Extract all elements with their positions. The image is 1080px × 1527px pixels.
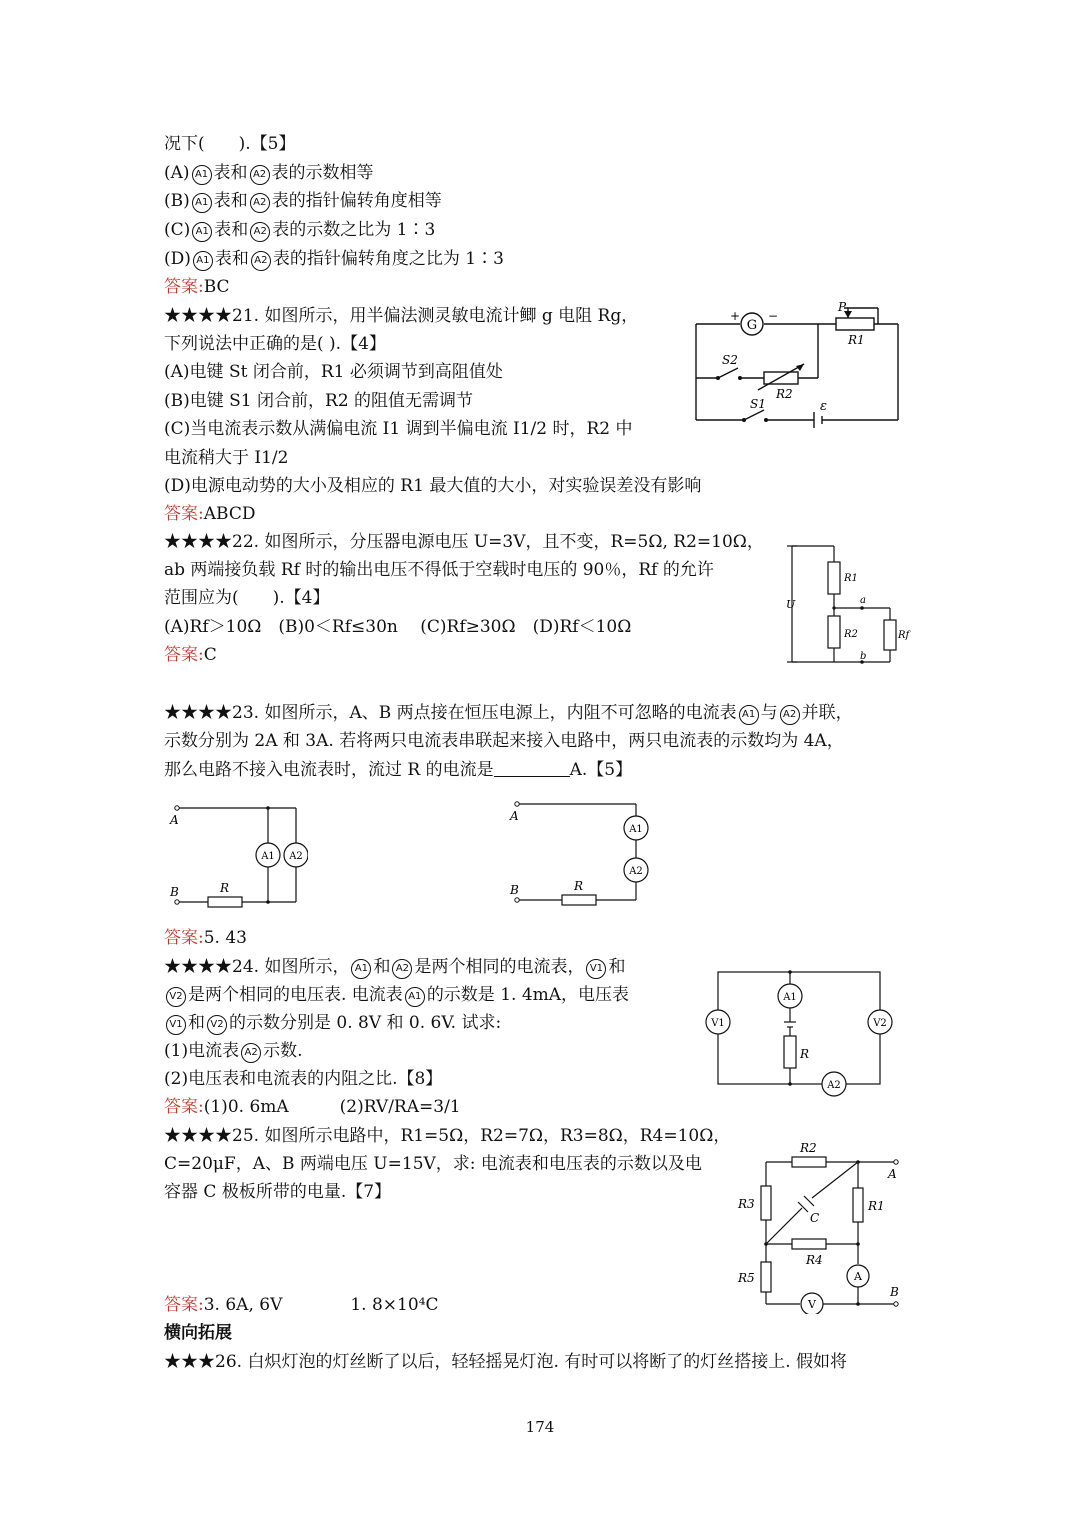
ammeter-a1-icon: A1 <box>739 705 759 725</box>
voltmeter-v2-icon: V2 <box>166 987 186 1007</box>
ammeter-a2-icon: A2 <box>780 705 800 725</box>
ammeter-a1-icon: A1 <box>192 165 212 185</box>
q24-circuit-diagram <box>704 966 899 1098</box>
ammeter-a1-label: A1 <box>261 851 275 862</box>
q20-option-c: (C) A1 表和 A2 表的示数之比为 1∶3 <box>164 220 436 240</box>
q25-stem-line2: C=20μF，A、B 两端电压 U=15V，求: 电流表和电压表的示数以及电 <box>164 1154 702 1174</box>
ammeter-a1-icon: A1 <box>192 222 212 242</box>
q23-parallel-diagram <box>168 800 308 910</box>
voltmeter-v2-icon: V2 <box>207 1015 227 1035</box>
q24-question-2: (2)电压表和电流表的内阻之比.【8】 <box>164 1069 443 1089</box>
q22-divider-diagram <box>782 540 922 668</box>
ammeter-a2-icon: A2 <box>251 251 271 271</box>
q23-stem-line1: ★★★★23. 如图所示，A、B 两点接在恒压电源上，内阻不可忽略的电流表 A1 与 A2 并联， <box>164 703 853 723</box>
voltmeter-v1-icon: V1 <box>166 1015 186 1035</box>
q22-stem-line2: ab 两端接负载 Rf 时的输出电压不得低于空载时电压的 90％，Rf 的允许 <box>164 560 714 580</box>
r2-label: R2 <box>844 629 858 640</box>
minus-terminal-label: − <box>768 309 779 323</box>
q24-answer: 答案:(1)0. 6mA (2)RV/RA=3/1 <box>164 1097 461 1117</box>
terminal-a-label: A <box>510 809 519 823</box>
r2-label: R2 <box>776 387 793 401</box>
q25-stem-line1: ★★★★25. 如图所示电路中，R1=5Ω，R2=7Ω，R3=8Ω，R4=10Ω， <box>164 1126 731 1146</box>
ammeter-a1-icon: A1 <box>193 251 213 271</box>
rf-label: Rf <box>898 630 910 641</box>
q20-option-b: (B) A1 表和 A2 表的指针偏转角度相等 <box>164 191 442 211</box>
r2-label: R2 <box>800 1141 817 1155</box>
q22-answer: 答案:C <box>164 645 217 665</box>
ammeter-a2-label: A2 <box>629 866 643 877</box>
answer-blank <box>494 760 570 777</box>
voltmeter-v2-label: V2 <box>873 1018 887 1029</box>
ammeter-a1-icon: A1 <box>192 193 212 213</box>
ammeter-a1-icon: A1 <box>405 987 425 1007</box>
terminal-a-label: A <box>888 1167 897 1181</box>
q21-option-a: (A)电键 St 闭合前，R1 必须调节到高阻值处 <box>164 362 503 382</box>
voltage-u-label: U <box>786 598 796 611</box>
q22-stem-line1: ★★★★22. 如图所示，分压器电源电压 U=3V，且不变，R=5Ω, R2=10Ω， <box>164 532 764 552</box>
ammeter-a2-label: A2 <box>289 851 303 862</box>
q20-option-d: (D) A1 表和 A2 表的指针偏转角度之比为 1∶3 <box>164 249 504 269</box>
s1-label: S1 <box>750 397 766 411</box>
q21-option-d: (D)电源电动势的大小及相应的 R1 最大值的大小，对实验误差没有影响 <box>164 476 702 496</box>
q24-question-1: (1)电流表 A2 示数. <box>164 1041 303 1061</box>
s2-label: S2 <box>722 353 738 367</box>
ammeter-a1-icon: A1 <box>351 959 371 979</box>
node-b-label: b <box>860 651 867 662</box>
ammeter-a2-label: A2 <box>827 1080 841 1091</box>
voltmeter-v1-icon: V1 <box>586 959 606 979</box>
q20-stem-tail: 况下( ).【5】 <box>164 134 296 154</box>
ammeter-a2-icon: A2 <box>250 222 270 242</box>
q24-stem-line2: V2 是两个相同的电压表. 电流表 A1 的示数是 1. 4mA，电压表 <box>164 984 629 1007</box>
q23-stem-line3: 那么电路不接入电流表时，流过 R 的电流是 A.【5】 <box>164 760 633 780</box>
ammeter-label: A <box>854 1270 862 1283</box>
q24-stem-line3: V1 和 V2 的示数分别是 0. 8V 和 0. 6V. 试求: <box>164 1012 501 1035</box>
galvanometer-label: G <box>746 318 758 333</box>
section-title: 横向拓展 <box>164 1323 232 1343</box>
ammeter-a2-icon: A2 <box>241 1043 261 1063</box>
q20-answer: 答案:BC <box>164 277 230 297</box>
r1-label: R1 <box>844 573 858 584</box>
q20-option-a: (A) A1 表和 A2 表的示数相等 <box>164 163 374 183</box>
ammeter-a2-icon: A2 <box>250 193 270 213</box>
ammeter-a1-label: A1 <box>629 824 643 835</box>
terminal-b-label: B <box>170 885 179 899</box>
resistor-r-label: R <box>220 881 230 895</box>
emf-label: ε <box>820 399 827 414</box>
node-a-label: a <box>860 595 866 606</box>
q21-option-b: (B)电键 S1 闭合前，R2 的阻值无需调节 <box>164 391 474 411</box>
ammeter-a2-icon: A2 <box>392 959 412 979</box>
voltmeter-label: V <box>808 1298 816 1311</box>
slider-p-label: P <box>838 300 847 314</box>
q24-stem-line1: ★★★★24. 如图所示， A1 和 A2 是两个相同的电流表， V1 和 <box>164 957 626 977</box>
q23-series-diagram <box>508 796 658 911</box>
terminal-b-label: B <box>890 1285 899 1299</box>
voltmeter-v1-label: V1 <box>711 1018 725 1029</box>
terminal-b-label: B <box>510 883 519 897</box>
r1-label: R1 <box>848 333 865 347</box>
r3-label: R3 <box>738 1197 755 1211</box>
capacitor-c-label: C <box>810 1211 820 1225</box>
resistor-r-label: R <box>574 879 584 893</box>
r1-label: R1 <box>868 1199 885 1213</box>
q26-stem-line1: ★★★26. 白炽灯泡的灯丝断了以后，轻轻摇晃灯泡. 有时可以将断了的灯丝搭接上. 假如将 <box>164 1352 848 1372</box>
r5-label: R5 <box>738 1271 755 1285</box>
q22-stem-line3: 范围应为( ).【4】 <box>164 588 330 608</box>
q23-stem-line2: 示数分别为 2A 和 3A. 若将两只电流表串联起来接入电路中，两只电流表的示数均为 4A， <box>164 731 844 751</box>
q21-answer: 答案:ABCD <box>164 504 256 524</box>
q21-option-c-line2: 电流稍大于 I1/2 <box>164 448 289 468</box>
q21-option-c-line1: (C)当电流表示数从满偏电流 I1 调到半偏电流 I1/2 时，R2 中 <box>164 419 633 439</box>
q21-stem-line1: ★★★★21. 如图所示，用半偏法测灵敏电流计鲫 g 电阻 Rg， <box>164 306 639 326</box>
q23-answer: 答案:5. 43 <box>164 928 247 948</box>
ammeter-a1-label: A1 <box>783 992 797 1003</box>
resistor-r-label: R <box>800 1047 810 1061</box>
page-number: 174 <box>525 1418 555 1436</box>
q21-circuit-diagram <box>688 298 903 428</box>
q21-stem-line2: 下列说法中正确的是( ).【4】 <box>164 334 386 354</box>
q25-stem-line3: 容器 C 极板所带的电量.【7】 <box>164 1182 392 1202</box>
q25-answer: 答案:3. 6A, 6V 1. 8×10⁴C <box>164 1295 439 1315</box>
ammeter-a2-icon: A2 <box>250 165 270 185</box>
terminal-a-label: A <box>170 813 179 827</box>
plus-terminal-label: + <box>730 309 741 323</box>
q22-options: (A)Rf＞10Ω (B)0＜Rf≤30n (C)Rf≥30Ω (D)Rf＜10Ω <box>164 617 632 637</box>
q25-circuit-diagram <box>734 1136 909 1314</box>
r4-label: R4 <box>806 1253 823 1267</box>
